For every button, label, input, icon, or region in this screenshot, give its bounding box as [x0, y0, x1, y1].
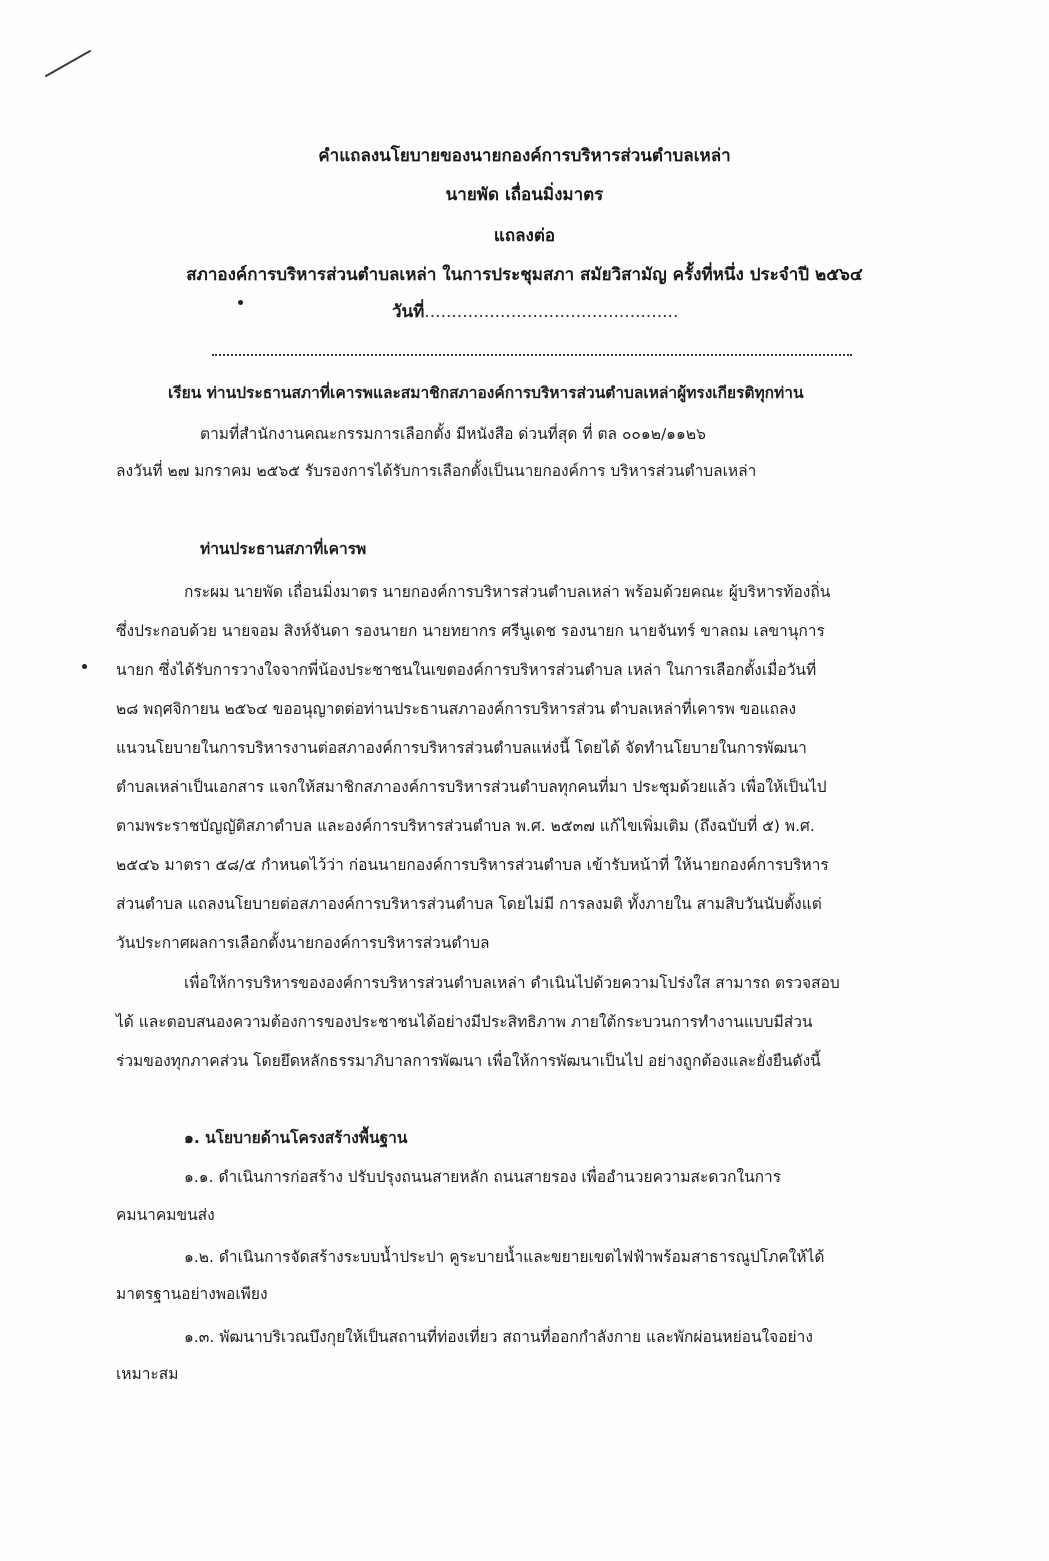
salutation-reference: ตามที่สำนักงานคณะกรรมการเลือกตั้ง มีหนังสือ ด่วนที่สุด ที่ ตล ๐๐๑๒/๑๑๒๖ — [200, 425, 706, 443]
paragraph-line: วันประกาศผลการเลือกตั้งนายกองค์การบริหารส่วนตำบล — [116, 934, 490, 952]
policy-item: ๑.๒. ดำเนินการจัดสร้างระบบน้ำประปา คูระบายน้ำและขยายเขตไฟฟ้าพร้อมสาธารณูปโภคให้ได้ — [184, 1248, 825, 1266]
address-line: ท่านประธานสภาที่เคารพ — [200, 540, 367, 558]
scan-dot — [82, 664, 87, 669]
policy-item-continuation: คมนาคมขนส่ง — [116, 1206, 215, 1224]
scan-dot — [238, 300, 243, 305]
paragraph-line: นายก ซึ่งได้รับการวางใจจากพี่น้องประชาชนในเขตองค์การบริหารส่วนตำบล เหล่า ในการเลือกตั้งเมื่อวันที่ — [116, 661, 817, 679]
policy-item: ๑.๑. ดำเนินการก่อสร้าง ปรับปรุงถนนสายหลัก ถนนสายรอง เพื่ออำนวยความสะดวกในการ — [184, 1168, 782, 1186]
paragraph-line: ๒๕๔๖ มาตรา ๕๘/๕ กำหนดไว้ว่า ก่อนนายกองค์การบริหารส่วนตำบล เข้ารับหน้าที่ ให้นายกองค์การบริหาร — [116, 856, 829, 874]
date-fill: ............................................... — [424, 302, 679, 322]
date-line — [392, 300, 678, 324]
paragraph-line: ตำบลเหล่าเป็นเอกสาร แจกให้สมาชิกสภาองค์การบริหารส่วนตำบลทุกคนที่มา ประชุมด้วยแล้ว เพื่อให้เป็นไป — [116, 778, 827, 796]
title-line-3: แถลงต่อ — [493, 226, 556, 246]
paragraph-line: กระผม นายพัด เถื่อนมิ่งมาตร นายกองค์การบริหารส่วนตำบลเหล่า พร้อมด้วยคณะ ผู้บริหารท้องถิ่น — [184, 583, 831, 601]
paragraph-line: เพื่อให้การบริหารขององค์การบริหารส่วนตำบลเหล่า ดำเนินไปด้วยความโปร่งใส สามารถ ตรวจสอบ — [184, 974, 840, 992]
pen-mark-icon — [44, 48, 92, 78]
paragraph-line: แนวนโยบายในการบริหารงานต่อสภาองค์การบริหารส่วนตำบลแห่งนี้ โดยได้ จัดทำนโยบายในการพัฒนา — [116, 739, 807, 757]
title-line-4: สภาองค์การบริหารส่วนตำบลเหล่า ในการประชุมสภา สมัยวิสามัญ ครั้งที่หนึ่ง ประจำปี ๒๕๖๔ — [186, 265, 863, 285]
policy-item-continuation: เหมาะสม — [116, 1365, 179, 1383]
paragraph-line: ตามพระราชบัญญัติสภาตำบล และองค์การบริหารส่วนตำบล พ.ศ. ๒๕๓๗ แก้ไขเพิ่มเติม (ถึงฉบับที่ ๕) พ.ศ. — [116, 817, 815, 835]
section-title: ๑. นโยบายด้านโครงสร้างพื้นฐาน — [184, 1129, 408, 1147]
paragraph-line: ได้ และตอบสนองความต้องการของประชาชนได้อย่างมีประสิทธิภาพ ภายใต้กระบวนการทำงานแบบมีส่วน — [116, 1013, 813, 1031]
date-label: วันที่ — [392, 302, 425, 322]
salutation-date: ลงวันที่ ๒๗ มกราคม ๒๕๖๕ รับรองการได้รับการเลือกตั้งเป็นนายกองค์การ บริหารส่วนตำบลเหล่า — [116, 462, 757, 480]
dotted-separator — [212, 354, 852, 356]
title-line-1: คำแถลงนโยบายของนายกองค์การบริหารส่วนตำบลเหล่า — [318, 146, 731, 166]
policy-item: ๑.๓. พัฒนาบริเวณบึงกุยให้เป็นสถานที่ท่องเที่ยว สถานที่ออกกำลังกาย และพักผ่อนหย่อนใจอย่าง — [184, 1328, 813, 1346]
title-line-2: นายพัด เถื่อนมิ่งมาตร — [445, 185, 604, 205]
paragraph-line: ส่วนตำบล แถลงนโยบายต่อสภาองค์การบริหารส่วนตำบล โดยไม่มี การลงมติ ทั้งภายใน สามสิบวันนับตั้งแต่ — [116, 895, 822, 913]
paragraph-line: ร่วมของทุกภาคส่วน โดยยึดหลักธรรมาภิบาลการพัฒนา เพื่อให้การพัฒนาเป็นไป อย่างถูกต้องและยั่งยืนดังนี้ — [116, 1052, 821, 1070]
salutation-line: เรียน ท่านประธานสภาที่เคารพและสมาชิกสภาองค์การบริหารส่วนตำบลเหล่าผู้ทรงเกียรติทุกท่าน — [168, 384, 804, 402]
policy-item-continuation: มาตรฐานอย่างพอเพียง — [116, 1285, 268, 1303]
paragraph-line: ซึ่งประกอบด้วย นายจอม สิงห์จันดา รองนายก นายทยากร ศรีนูเดช รองนายก นายจันทร์ ขาลถม เลขานุการ — [116, 622, 825, 640]
paragraph-line: ๒๘ พฤศจิกายน ๒๕๖๔ ขออนุญาตต่อท่านประธานสภาองค์การบริหารส่วน ตำบลเหล่าที่เคารพ ขอแถลง — [116, 700, 797, 718]
